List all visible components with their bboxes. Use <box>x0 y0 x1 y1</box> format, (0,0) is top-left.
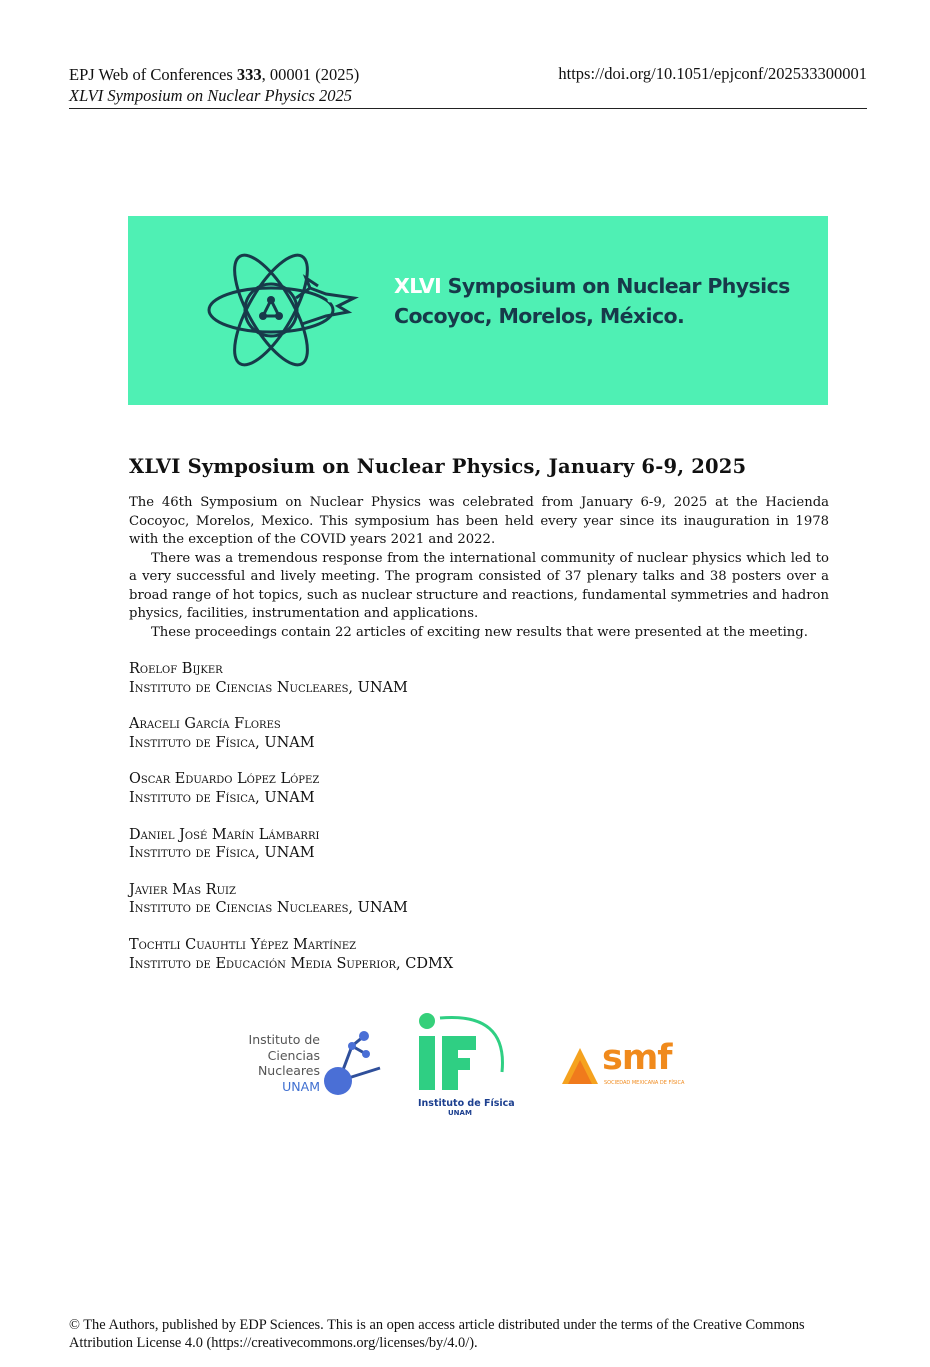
banner-title: XLVI Symposium on Nuclear Physics <box>394 274 790 298</box>
smf-wordmark: smf <box>602 1038 672 1078</box>
editor-affiliation: Instituto de Física, UNAM <box>129 845 315 862</box>
sponsor-logos <box>230 1012 700 1122</box>
editor-entry <box>129 826 453 863</box>
editor-entry <box>129 936 453 973</box>
paragraph: These proceedings contain 22 articles of exciting new results that were presented at the meeting. <box>151 624 808 640</box>
editor-entry <box>129 660 453 697</box>
smf-flame-icon <box>558 1044 604 1090</box>
volume-number: 333 <box>236 65 262 84</box>
editor-affiliation: Instituto de Ciencias Nucleares, UNAM <box>129 679 408 696</box>
running-header <box>69 64 359 106</box>
editor-affiliation: Instituto de Física, UNAM <box>129 734 315 751</box>
license-footer: © The Authors, published by EDP Sciences. This is an open access article distributed under the terms of the Creative Commons Attribution License 4.0 (https://creativecommons.org/licenses/by/4.0/). <box>69 1317 805 1351</box>
editor-name: Oscar Eduardo López López <box>129 771 320 788</box>
icn-unam-logo <box>240 1032 380 1112</box>
editor-affiliation: Instituto de Física, UNAM <box>129 789 315 806</box>
journal-citation: EPJ Web of Conferences 333, 00001 (2025) <box>69 65 360 84</box>
banner-location: Cocoyoc, Morelos, México. <box>394 304 685 328</box>
paragraph: The 46th Symposium on Nuclear Physics was celebrated from January 6-9, 2025 at the Hacienda Cocoyoc, Morelos, Mexico. This symposium has been held every year since its inauguration in 1978 with the exception of the COVID years 2021 and 2022. <box>129 495 829 547</box>
ifis-caption: Instituto de Física <box>418 1098 515 1109</box>
smf-logo <box>558 1038 698 1092</box>
editor-name: Tochtli Cuauhtli Yépez Martínez <box>129 936 357 953</box>
editor-affiliation: Instituto de Ciencias Nucleares, UNAM <box>129 900 408 917</box>
editor-name: Javier Mas Ruiz <box>129 881 236 898</box>
if-mark-icon <box>410 1012 510 1098</box>
symposium-name: XLVI Symposium on Nuclear Physics 2025 <box>69 86 353 105</box>
editors-list <box>129 660 453 991</box>
preface-body <box>129 494 829 642</box>
page-title: XLVI Symposium on Nuclear Physics, January 6-9, 2025 <box>129 455 747 478</box>
editor-affiliation: Instituto de Educación Media Superior, CDMX <box>129 955 454 972</box>
editor-name: Araceli García Flores <box>129 716 281 733</box>
editor-name: Daniel José Marín Lámbarri <box>129 826 320 843</box>
header-divider <box>69 108 867 109</box>
banner-numeral: XLVI <box>394 274 442 298</box>
symposium-banner <box>128 216 828 405</box>
icn-logo-text: Instituto de Ciencias Nucleares UNAM <box>248 1032 320 1094</box>
ifis-subcaption: UNAM <box>448 1109 472 1117</box>
atom-fox-logo-icon <box>206 240 366 380</box>
doi-link[interactable]: https://doi.org/10.1051/epjconf/202533300001 <box>558 64 867 83</box>
molecule-icon <box>312 1026 382 1106</box>
instituto-fisica-logo <box>410 1012 520 1122</box>
editor-entry <box>129 715 453 752</box>
editor-entry <box>129 881 453 918</box>
editor-name: Roelof Bijker <box>129 661 223 677</box>
smf-subtitle: SOCIEDAD MEXICANA DE FÍSICA <box>604 1080 685 1086</box>
paragraph: There was a tremendous response from the international community of nuclear physics which led to a very successful and lively meeting. The program consisted of 37 plenary talks and 38 posters over a broad range of hot topics, such as nuclear structure and reactions, fundamental symmetries and hadron physics, facilities, instrumentation and applications. <box>129 550 829 621</box>
editor-entry <box>129 770 453 807</box>
